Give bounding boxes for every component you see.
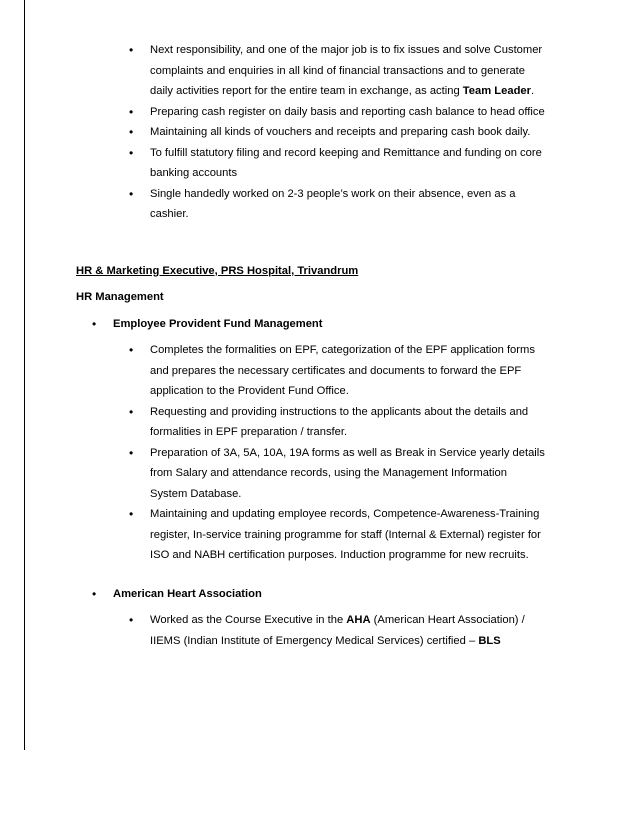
item-text: Worked as the Course Executive in the AHA (American Heart Association) / IIEMS (Indian Institute of Emergency Medical Services) certified – BLS bbox=[150, 614, 525, 647]
emphasis: AHA bbox=[346, 614, 371, 626]
emphasis: Team Leader bbox=[462, 85, 531, 97]
bullet-icon: • bbox=[129, 507, 134, 521]
emphasis: BLS bbox=[478, 634, 501, 647]
bullet-icon: • bbox=[92, 586, 97, 601]
responsibility-list bbox=[0, 40, 638, 225]
list-item bbox=[129, 184, 545, 225]
item-text: Completes the formalities on EPF, categorization of the EPF application forms and prepares the necessary certificates and documents to forward the EPF application to the Provident Fund Office. bbox=[150, 344, 535, 397]
job-title: HR & Marketing Executive, PRS Hospital, Trivandrum bbox=[76, 264, 359, 277]
bullet-icon: • bbox=[129, 186, 134, 201]
bullet-icon: • bbox=[129, 125, 134, 139]
bullet-icon: • bbox=[129, 445, 134, 460]
subsection-aha-title: • American Heart Association bbox=[113, 584, 638, 605]
item-text: Preparation of 3A, 5A, 10A, 19A forms as well as Break in Service yearly details from Salary and attendance records, using the Management Information System Database. bbox=[150, 446, 545, 500]
list-item bbox=[129, 40, 545, 102]
item-text: Requesting and providing instructions to the applicants about the details and formalities in EPF preparation / transfer. bbox=[150, 405, 529, 438]
bullet-icon: • bbox=[129, 343, 134, 357]
section-title: HR Management bbox=[76, 291, 164, 303]
list-item bbox=[129, 504, 545, 566]
list-item bbox=[129, 402, 545, 443]
list-item bbox=[129, 340, 545, 402]
bullet-icon: • bbox=[129, 104, 134, 119]
item-text: Maintaining and updating employee records, Competence-Awareness-Training register, In-service training programme for staff (Internal & External) register for ISO and NABH certification purposes. Induction programme for new recruits. bbox=[150, 508, 541, 561]
page-content bbox=[0, 40, 638, 651]
item-text: Single handedly worked on 2-3 people’s work on their absence, even as a cashier. bbox=[150, 187, 516, 220]
bullet-icon: • bbox=[129, 145, 134, 160]
item-text: Preparing cash register on daily basis and reporting cash balance to head office bbox=[150, 105, 545, 118]
epf-list bbox=[0, 340, 638, 566]
list-item bbox=[129, 443, 545, 505]
bullet-icon: • bbox=[92, 316, 97, 331]
list-item bbox=[129, 102, 545, 123]
item-text: To fulfill statutory filing and record keeping and Remittance and funding on core banking accounts bbox=[150, 146, 542, 179]
bullet-icon: • bbox=[129, 404, 134, 419]
bullet-icon: • bbox=[129, 613, 134, 627]
bullet-icon: • bbox=[129, 43, 134, 57]
list-item bbox=[129, 143, 545, 184]
subsection-epf-title: • Employee Provident Fund Management bbox=[113, 314, 638, 335]
list-item bbox=[129, 122, 545, 143]
list-item bbox=[129, 610, 545, 651]
item-text: Maintaining all kinds of vouchers and receipts and preparing cash book daily. bbox=[150, 126, 531, 138]
item-text: Next responsibility, and one of the major job is to fix issues and solve Customer complaints and enquiries in all kind of financial transactions and to generate daily activities report for the entire team in exchange, as acting Team Leader. bbox=[150, 44, 543, 97]
aha-list bbox=[0, 610, 638, 651]
